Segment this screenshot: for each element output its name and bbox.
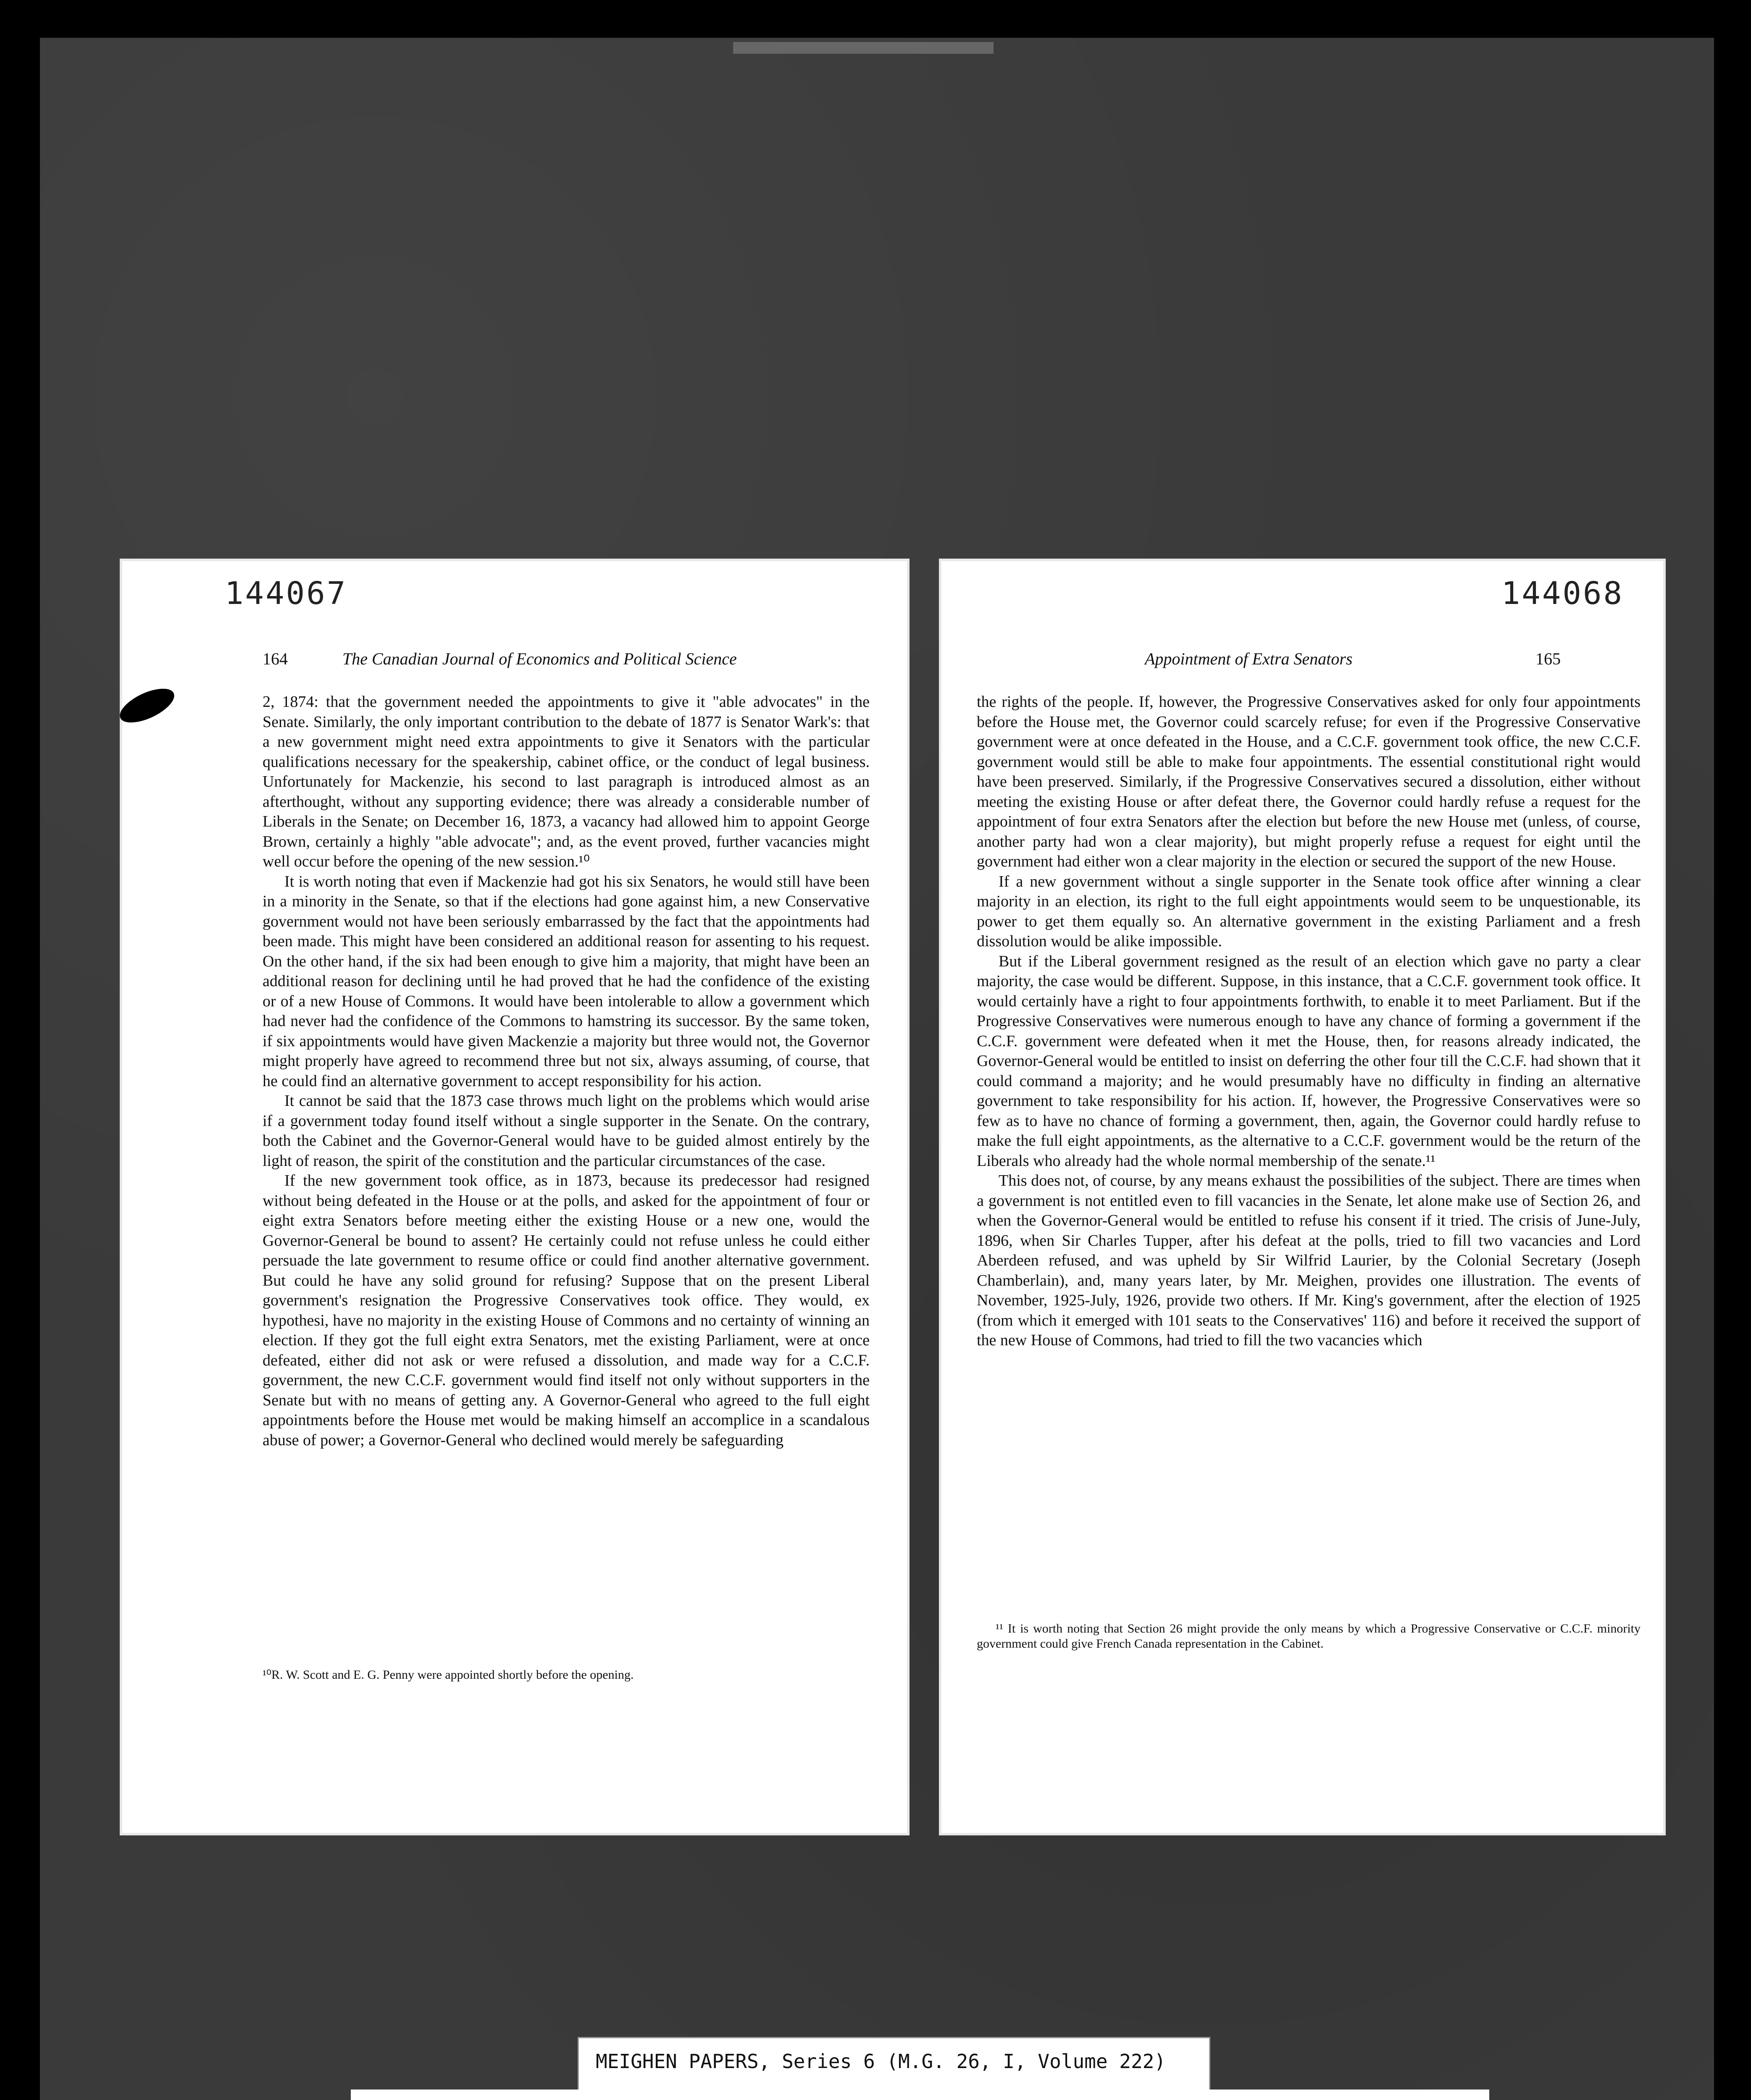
right-journal-page (939, 559, 1666, 1835)
right-body-text (977, 692, 1641, 1351)
right-paragraph-3: But if the Liberal government resigned as the result of an election which gave no party a clear majority, the case would be different. Suppose, in this instance, that a C.C.F. government took office. It would certainly have a right to four appointments forthwith, to enable it to meet Parliament. But if the Progressive Conservatives were numerous enough to have any chance of forming a government if the C.C.F. government were defeated when it met the House, then, for reasons already indicated, the Governor-General would be entitled to insist on deferring the other four till the C.C.F. had shown that it could command a majority; and he would presumably have no difficulty in finding an alternative government to take responsibility for his action. If, however, the Progressive Conservatives were so few as to have no chance of forming a government, then, again, the Governor could hardly refuse to make the full eight appointments, as the alternative to a C.C.F. government would be the return of the Liberals who already had the whole normal membership of the senate.¹¹ (977, 952, 1641, 1170)
left-body-text (263, 692, 870, 1450)
left-journal-page (120, 559, 910, 1835)
right-running-title: Appointment of Extra Senators (1145, 649, 1353, 668)
right-paragraph-2: If a new government without a single supporter in the Senate took office after winning a clear majority in an election, its right to the full eight appointments would seem to be unquestionable, its power to get them equally so. An alternative government in the existing Parliament and a fresh dissolution would be alike impossible. (977, 872, 1641, 950)
microfilm-scan-background (40, 38, 1714, 2100)
left-paragraph-1: 2, 1874: that the government needed the appointments to give it "able advocates" in the Senate. Similarly, the only important contribution to the debate of 1877 is Senator Wark's: that a new government might need extra appointments to give it Senators with the particular qualifications necessary for the speakership, cabinet office, or the conduct of legal business. Unfortunately for Mackenzie, his second to last paragraph is introduced almost as an afterthought, without any supporting evidence; there was already a considerable number of Liberals in the Senate; on December 16, 1873, a vacancy had allowed him to appoint George Brown, certainly a highly "able advocate"; and, as the event proved, further vacancies might well occur before the opening of the new session.¹⁰ (263, 693, 870, 870)
left-footnote: ¹⁰R. W. Scott and E. G. Penny were appointed shortly before the opening. (263, 1668, 634, 1682)
left-running-title: The Canadian Journal of Economics and Political Science (342, 649, 737, 668)
collection-label-strip (578, 2037, 1210, 2092)
right-paragraph-1: the rights of the people. If, however, the Progressive Conservatives asked for only four appointments before the House met, the Governor could scarcely refuse; for even if the Progressive Conservative government were at once defeated in the House, and a C.C.F. government took office, the new C.C.F. government would still be able to make four appointments. The essential constitutional right would have been preserved. Similarly, if the Progressive Conservatives secured a dissolution, either without meeting the existing House or after defeat there, the Governor could hardly refuse a request for the appointment of four extra Senators after the election but before the new House met (unless, of course, another party had won a clear majority), but might properly refuse a request for eight until the government had either won a clear majority in the election or secured the support of the new House. (977, 693, 1641, 870)
left-paragraph-3: It cannot be said that the 1873 case throws much light on the problems which would arise if a government today found itself without a single supporter in the Senate. On the contrary, both the Cabinet and the Governor-General would have to be guided almost entirely by the light of reason, the spirit of the constitution and the particular circumstances of the case. (263, 1092, 870, 1170)
right-footnote: ¹¹ It is worth noting that Section 26 might provide the only means by which a Progressive Conservative or C.C.F. minority government could give French Canada representation in the Cabinet. (977, 1622, 1641, 1651)
right-page-stamp-number: 144068 (1501, 575, 1624, 612)
right-paragraph-4: This does not, of course, by any means exhaust the possibilities of the subject. There are times when a government is not entitled even to fill vacancies in the Senate, let alone make use of Section 26, and when the Governor-General would be entitled to refuse his consent if it tried. The crisis of June-July, 1896, when Sir Charles Tupper, after his defeat at the polls, tried to fill two vacancies and Lord Aberdeen refused, and was upheld by Sir Wilfrid Laurier, by the Colonial Secretary (Joseph Chamberlain), and, many years later, by Mr. Meighen, provides one illustration. The events of November, 1925-July, 1926, provide two others. If Mr. King's government, after the election of 1925 (from which it emerged with 101 seats to the Conservatives' 116) and before it received the support of the new House of Commons, had tried to fill the two vacancies which (977, 1172, 1641, 1349)
left-paragraph-4: If the new government took office, as in 1873, because its predecessor had resigned without being defeated in the House or at the polls, and asked for the appointment of four or eight extra Senators before meeting either the existing House or a new one, would the Governor-General be bound to assent? He certainly could not refuse unless he could either persuade the late government to resume office or could find another alternative government. But could he have any solid ground for refusing? Suppose that on the present Liberal government's resignation the Progressive Conservatives took office. They would, ex hypothesi, have no majority in the existing House of Commons and no certainty of winning an election. If they got the full eight extra Senators, met the existing Parliament, were at once defeated, either did not ask or were refused a dissolution, and made way for a C.C.F. government, the new C.C.F. government would find itself not only without supporters in the Senate but with no means of getting any. A Governor-General who agreed to the full eight appointments before the House met would be making himself an accomplice in a scandalous abuse of power; a Governor-General who declined would merely be safeguarding (263, 1172, 870, 1449)
public-archives-card (351, 2090, 1489, 2100)
left-page-number: 164 (263, 649, 288, 668)
left-paragraph-2: It is worth noting that even if Mackenzie had got his six Senators, he would still have been in a minority in the Senate, so that if the elections had gone against him, a new Conservative government would not have been seriously embarrassed by the fact that the appointments had been made. This might have been considered an additional reason for assenting to his request. On the other hand, if the six had been enough to give him a majority, that might have been an additional reason for declining until he had proved that he had the confidence of the existing or of a new House of Commons. It would have been intolerable to allow a government which had never had the confidence of the Commons to hamstring its successor. By the same token, if six appointments would have given Mackenzie a majority but three would not, the Governor might properly have agreed to recommend three but not six, always assuming, of course, that he could find an alternative government to accept responsibility for his action. (263, 872, 870, 1090)
right-page-number: 165 (1535, 649, 1561, 668)
top-tape-strip (733, 42, 994, 54)
collection-label-text: MEIGHEN PAPERS, Series 6 (M.G. 26, I, Volume 222) (596, 2050, 1166, 2073)
left-page-stamp-number: 144067 (225, 575, 347, 612)
